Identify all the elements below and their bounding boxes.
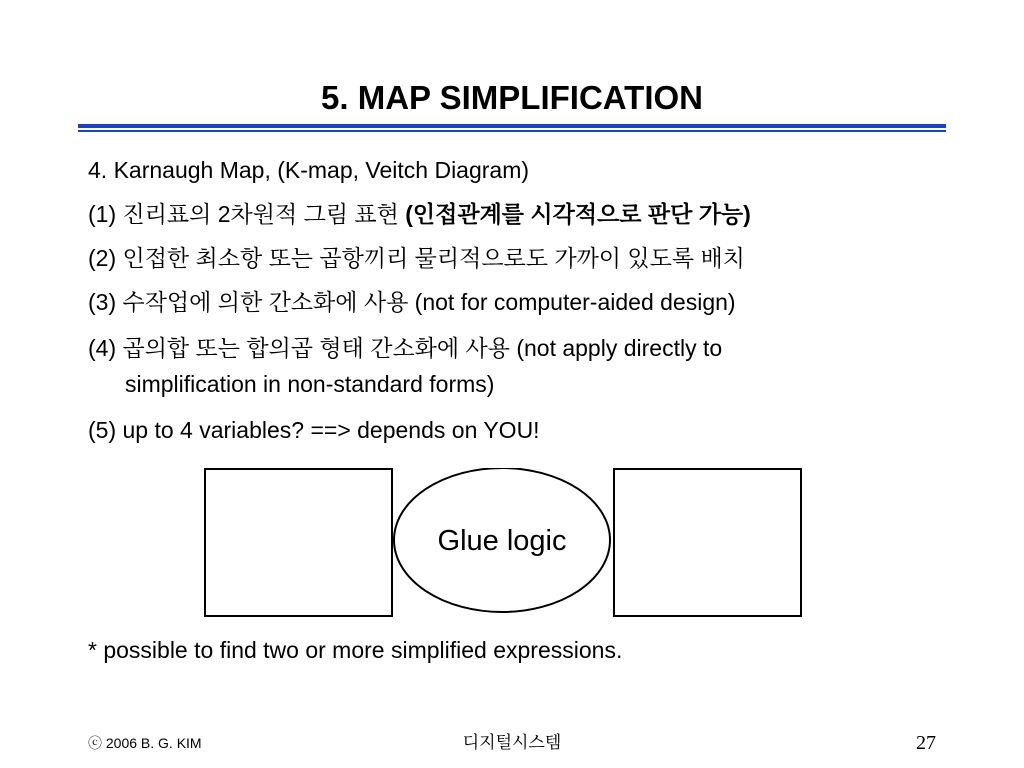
right-block (614, 469, 801, 616)
list-item-2: (2) 인접한 최소항 또는 곱항끼리 물리적으로도 가까이 있도록 배치 (88, 245, 745, 271)
karnaugh-map-heading: 4. Karnaugh Map, (K-map, Veitch Diagram) (88, 157, 530, 183)
list-item-1-text: (1) 진리표의 2차원적 그림 표현 (88, 201, 406, 227)
list-item-5: (5) up to 4 variables? ==> depends on YOU! (88, 417, 540, 443)
page-number: 27 (916, 732, 936, 754)
list-item-4-line-1: (4) 곱의합 또는 합의곱 형태 간소화에 사용 (not apply directly to (88, 335, 723, 361)
list-item-4-line-2: simplification in non-standard forms) (125, 371, 495, 397)
footer-course-name: 디지털시스템 (462, 733, 562, 752)
left-block (205, 469, 392, 616)
glue-logic-label: Glue logic (437, 525, 567, 557)
title-underline-thick (78, 124, 946, 128)
glue-logic-diagram (204, 468, 810, 618)
slide-title: 5. MAP SIMPLIFICATION (321, 79, 703, 116)
list-item-3: (3) 수작업에 의한 간소화에 사용 (not for computer-aided design) (88, 289, 736, 315)
title-underline-thin (78, 130, 946, 132)
list-item-1 (88, 200, 751, 228)
list-item-1-bold-text: (인접관계를 시각적으로 판단 가능) (405, 201, 751, 227)
footnote: * possible to find two or more simplified expressions. (88, 637, 623, 663)
footer-copyright: ⓒ 2006 B. G. KIM (88, 735, 202, 751)
